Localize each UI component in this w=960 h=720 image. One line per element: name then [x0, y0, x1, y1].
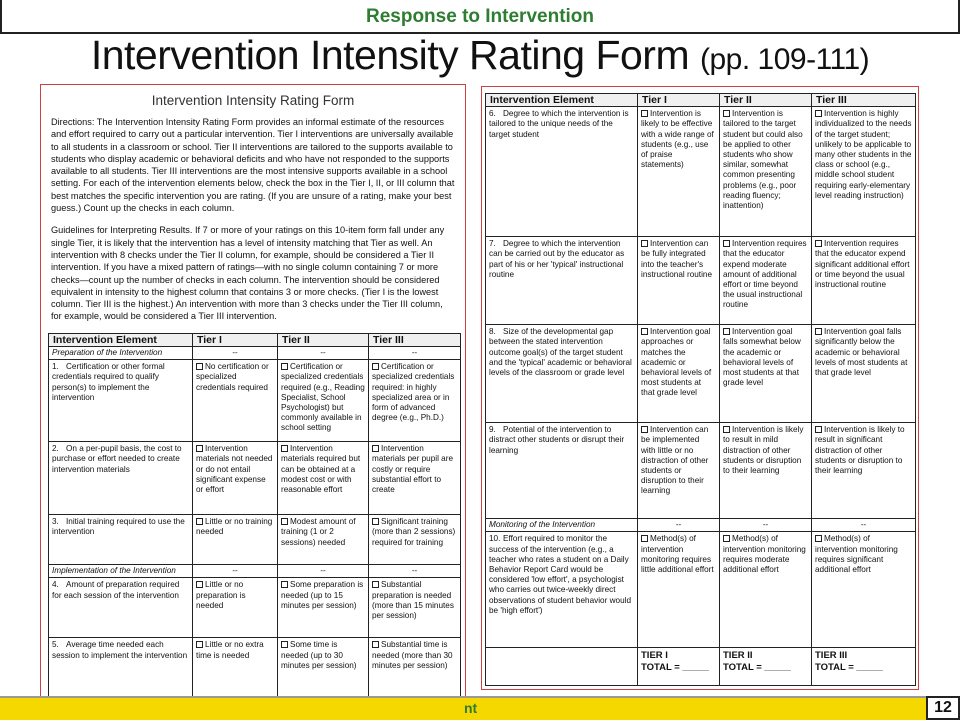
- banner-title: Response to Intervention: [365, 6, 595, 27]
- tier-3-cell: [369, 360, 461, 442]
- table-row: [486, 325, 916, 423]
- element-cell: [486, 237, 638, 325]
- tier-1-checkbox[interactable]: [641, 426, 648, 433]
- table-row: [486, 423, 916, 519]
- item-number: 7.: [489, 239, 496, 249]
- tier-3-checkbox[interactable]: [815, 426, 822, 433]
- option-text: Little or no training needed: [196, 517, 273, 537]
- tier-2-cell: [720, 325, 812, 423]
- rating-table-part-1: [48, 333, 461, 699]
- tier-1-checkbox[interactable]: [196, 581, 203, 588]
- table-row: [486, 107, 916, 237]
- element-cell: [49, 515, 193, 565]
- table-row: [49, 442, 461, 515]
- tier-2-cell: [720, 532, 812, 648]
- item-number: 2.: [52, 444, 59, 454]
- option-text: Method(s) of intervention monitoring requires little additional effort: [641, 534, 714, 575]
- dash-cell: --: [812, 519, 916, 532]
- table-header-row: [49, 333, 461, 346]
- top-banner: [0, 0, 960, 34]
- option-text: Little or no extra time is needed: [196, 640, 264, 660]
- item-number: 10.: [489, 534, 501, 544]
- table-header-row: [486, 94, 916, 107]
- section-row-monitoring: [486, 519, 916, 532]
- option-text: Intervention goal falls somewhat below the academic or behavioral levels of most students at that grade level: [723, 327, 801, 388]
- tier-3-cell: [369, 442, 461, 515]
- tier-1-checkbox[interactable]: [641, 240, 648, 247]
- section-row-preparation: [49, 346, 461, 359]
- tier-3-checkbox[interactable]: [815, 240, 822, 247]
- tier-2-checkbox[interactable]: [723, 110, 730, 117]
- tier-3-checkbox[interactable]: [372, 363, 379, 370]
- dash-cell: --: [638, 519, 720, 532]
- tier-2-total-field[interactable]: TOTAL = _____: [723, 662, 791, 674]
- tier-1-checkbox[interactable]: [641, 535, 648, 542]
- footer-text: nt: [464, 700, 478, 716]
- tier-1-checkbox[interactable]: [196, 445, 203, 452]
- option-text: Intervention is tailored to the target student but could also be applied to other students who show similar, somewhat common presenting problems (e.g., poor reading fluency; inattention): [723, 109, 803, 211]
- tier-2-checkbox[interactable]: [281, 581, 288, 588]
- tier-1-cell: [638, 325, 720, 423]
- header-tier-1: Tier I: [193, 333, 278, 346]
- form-title: Intervention Intensity Rating Form: [151, 93, 355, 108]
- option-text: Intervention requires that the educator expend significant additional effort or time beyond the usual instructional routine: [815, 239, 910, 290]
- element-cell: [49, 442, 193, 515]
- item-number: 9.: [489, 425, 496, 435]
- tier-3-checkbox[interactable]: [815, 328, 822, 335]
- element-cell: [486, 423, 638, 519]
- tier-1-cell: [193, 578, 278, 638]
- element-text: On a per-pupil basis, the cost to purchase or effort needed to create intervention materials: [52, 444, 182, 474]
- title-text: Intervention Intensity Rating Form: [90, 32, 690, 78]
- header-tier-1: Tier I: [638, 94, 720, 107]
- option-text: Intervention materials required but can be obtained at a modest cost or with reasonable effort: [281, 444, 361, 494]
- tier-1-cell: [193, 638, 278, 698]
- tier-1-cell: [638, 237, 720, 325]
- tier-3-total-field[interactable]: TOTAL = _____: [815, 662, 883, 674]
- element-text: Degree to which the intervention is tailored to the unique needs of the target student: [489, 109, 629, 139]
- tier-2-cell: [278, 638, 369, 698]
- form-page-1: [40, 84, 466, 720]
- tier-3-cell: [369, 515, 461, 565]
- tier-3-cell: [812, 423, 916, 519]
- option-text: Intervention is likely to result in mild distraction of other students or disruption to their learning: [723, 425, 804, 476]
- section-label: Preparation of the Intervention: [49, 346, 193, 359]
- element-text: Potential of the intervention to distract other students or disrupt their learning: [489, 425, 625, 455]
- item-number: 6.: [489, 109, 496, 119]
- option-text: Method(s) of intervention monitoring requires significant additional effort: [815, 534, 898, 575]
- tier-3-total-cell: [812, 648, 916, 686]
- header-element: Intervention Element: [49, 333, 193, 346]
- tier-1-total-field[interactable]: TOTAL = _____: [641, 662, 709, 674]
- tier-1-checkbox[interactable]: [641, 328, 648, 335]
- page-title: [0, 32, 960, 79]
- tier-3-cell: [812, 107, 916, 237]
- table-row: [49, 578, 461, 638]
- tier-1-checkbox[interactable]: [196, 363, 203, 370]
- tier-3-cell: [812, 325, 916, 423]
- item-number: 4.: [52, 580, 59, 590]
- tier-3-total-label: TIER III: [815, 650, 848, 662]
- tier-3-checkbox[interactable]: [372, 445, 379, 452]
- tier-1-cell: [638, 532, 720, 648]
- tier-1-checkbox[interactable]: [196, 641, 203, 648]
- header-tier-3: Tier III: [369, 333, 461, 346]
- tier-1-total-cell: [638, 648, 720, 686]
- tier-1-checkbox[interactable]: [641, 110, 648, 117]
- option-text: Substantial time is needed (more than 30 minutes per session): [372, 640, 453, 670]
- tier-3-checkbox[interactable]: [815, 110, 822, 117]
- element-cell: [486, 107, 638, 237]
- option-text: Intervention is highly individualized to the needs of the target student; unlikely to be applicable to many other students in the class or school (e.g., middle school student requiring early-elementary level reading instruction): [815, 109, 912, 200]
- tier-2-cell: [278, 360, 369, 442]
- option-text: Certification or specialized credentials required: in highly specialized area or in form of advanced degree (e.g., Ph.D.): [372, 362, 455, 423]
- directions-paragraph: Directions: The Intervention Intensity Rating Form provides an informal estimate of the resources and effort required to carry out a particular intervention. Tier I interventions are universally available to all students in a classroom or school. Tier II interventions are tailored to the supports available to students who display academic or behavioral deficits and who have not responded to the supports available to all students. Tier III interventions are the most intensive supports available in a school setting. For each of the intervention elements below, check the box in the Tier I, II, or III column that best matches the specific intervention you are rating. (If you are unsure of a rating, make your best guess.) Count up the checks in each column.: [51, 117, 455, 214]
- element-cell: [49, 360, 193, 442]
- tier-2-checkbox[interactable]: [281, 445, 288, 452]
- option-text: Intervention can be implemented with little or no distraction of other students or disruption to their learning: [641, 425, 709, 496]
- element-cell: [49, 638, 193, 698]
- option-text: Some preparation is needed (up to 15 minutes per session): [281, 580, 364, 610]
- element-cell: [486, 532, 638, 648]
- element-text: Initial training required to use the intervention: [52, 517, 185, 537]
- table-row: [486, 532, 916, 648]
- section-label: Implementation of the Intervention: [49, 565, 193, 578]
- tier-3-checkbox[interactable]: [815, 535, 822, 542]
- option-text: Substantial preparation is needed (more than 15 minutes per session): [372, 580, 454, 620]
- element-text: Degree to which the intervention can be carried out by the educator as part of his or her 'typical' instructional routine: [489, 239, 625, 279]
- option-text: Intervention can be fully integrated into the teacher's instructional routine: [641, 239, 712, 279]
- option-text: Some time is needed (up to 30 minutes per session): [281, 640, 357, 670]
- tier-2-total-cell: [720, 648, 812, 686]
- tier-2-checkbox[interactable]: [723, 328, 730, 335]
- page-number: 12: [926, 696, 960, 720]
- element-cell: [486, 325, 638, 423]
- tier-2-total-label: TIER II: [723, 650, 753, 662]
- tier-2-cell: [278, 515, 369, 565]
- footer-bar: [0, 696, 960, 720]
- option-text: Significant training (more than 2 sessions) required for training: [372, 517, 456, 547]
- item-number: 1.: [52, 362, 59, 372]
- tier-2-checkbox[interactable]: [281, 641, 288, 648]
- option-text: Method(s) of intervention monitoring requires moderate additional effort: [723, 534, 806, 575]
- tier-1-cell: [193, 515, 278, 565]
- option-text: Intervention is likely to result in significant distraction of other students or disruption to their learning: [815, 425, 905, 476]
- tier-2-cell: [720, 107, 812, 237]
- section-label: Monitoring of the Intervention: [486, 519, 638, 532]
- dash-cell: --: [369, 346, 461, 359]
- option-text: Intervention materials per pupil are costly or require substantial effort to create: [372, 444, 454, 494]
- option-text: Intervention materials not needed or do not entail significant expense or effort: [196, 444, 273, 494]
- dash-cell: --: [278, 565, 369, 578]
- element-text: Amount of preparation required for each session of the intervention: [52, 580, 180, 600]
- table-row: [49, 638, 461, 698]
- dash-cell: --: [278, 346, 369, 359]
- dash-cell: --: [193, 565, 278, 578]
- table-row: [49, 515, 461, 565]
- tier-2-checkbox[interactable]: [723, 535, 730, 542]
- tier-2-checkbox[interactable]: [723, 426, 730, 433]
- item-number: 3.: [52, 517, 59, 527]
- tier-1-cell: [638, 423, 720, 519]
- tier-1-total-label: TIER I: [641, 650, 668, 662]
- tier-2-cell: [278, 442, 369, 515]
- tier-1-checkbox[interactable]: [196, 518, 203, 525]
- dash-cell: --: [720, 519, 812, 532]
- tier-3-cell: [812, 237, 916, 325]
- tier-1-cell: [193, 360, 278, 442]
- totals-row: [486, 648, 916, 686]
- tier-3-cell: [369, 638, 461, 698]
- dash-cell: --: [369, 565, 461, 578]
- tier-3-cell: [369, 578, 461, 638]
- tier-3-cell: [812, 532, 916, 648]
- element-text: Average time needed each session to implement the intervention: [52, 640, 188, 660]
- tier-2-checkbox[interactable]: [723, 240, 730, 247]
- table-row: [486, 237, 916, 325]
- option-text: Certification or specialized credentials required (e.g., Reading Specialist, School Psychologist) but commonly available in school setting: [281, 362, 365, 433]
- header-tier-3: Tier III: [812, 94, 916, 107]
- tier-2-checkbox[interactable]: [281, 518, 288, 525]
- rating-table-part-2: [485, 93, 916, 686]
- header-element: Intervention Element: [486, 94, 638, 107]
- option-text: No certification or specialized credentials required: [196, 362, 269, 392]
- option-text: Intervention requires that the educator expend moderate amount of additional effort or time beyond the usual instructional routine: [723, 239, 807, 310]
- table-row: [49, 360, 461, 442]
- tier-2-cell: [720, 423, 812, 519]
- tier-1-cell: [193, 442, 278, 515]
- tier-2-cell: [278, 578, 369, 638]
- tier-3-checkbox[interactable]: [372, 581, 379, 588]
- element-text: Size of the developmental gap between the stated intervention outcome goal(s) of the target student and the 'typical' academic or behavioral levels of the classroom or grade level: [489, 327, 632, 378]
- totals-empty-cell: [486, 648, 638, 686]
- item-number: 5.: [52, 640, 59, 650]
- tier-1-cell: [638, 107, 720, 237]
- header-tier-2: Tier II: [278, 333, 369, 346]
- option-text: Modest amount of training (1 or 2 sessions) needed: [281, 517, 356, 547]
- element-cell: [49, 578, 193, 638]
- tier-3-checkbox[interactable]: [372, 518, 379, 525]
- title-pages: (pp. 109-111): [700, 43, 870, 76]
- dash-cell: --: [193, 346, 278, 359]
- tier-2-checkbox[interactable]: [281, 363, 288, 370]
- option-text: Little or no preparation is needed: [196, 580, 246, 610]
- option-text: Intervention is likely to be effective with a wide range of students (e.g., use of praise statements): [641, 109, 714, 170]
- option-text: Intervention goal falls significantly below the academic or behavioral levels of most students at that grade level: [815, 327, 908, 378]
- form-page-2: [481, 86, 919, 690]
- element-text: Certification or other formal credentials required to qualify person(s) to implement the intervention: [52, 362, 165, 402]
- item-number: 8.: [489, 327, 496, 337]
- section-row-implementation: [49, 565, 461, 578]
- option-text: Intervention goal approaches or matches the academic or behavioral levels of most students at that grade level: [641, 327, 712, 398]
- element-text: Effort required to monitor the success of the intervention (e.g., a teacher who rates a student on a Daily Behavior Report Card would be considered 'low effort', a psychologist who carries out twice-weekly direct observations of student behavior would be 'high effort'): [489, 534, 632, 615]
- guidelines-paragraph: Guidelines for Interpreting Results. If 7 or more of your ratings on this 10-item form fall under any single Tier, it is likely that the intervention has a level of intensity matching that Tier as well. An intervention with 8 checks under the Tier II column, for example, should be considered a Tier II intervention. If you have a mixed pattern of ratings—with no single column containing 7 or more checks—count up the number of checks in each column. The intervention should be considered equivalent in intensity to the highest column that contains 3 or more checks. (Tier I is the lowest column. Tier III is the highest.) An intervention with more than 3 checks under the Tier III column, for example, would be considered a Tier III intervention.: [51, 225, 445, 322]
- tier-3-checkbox[interactable]: [372, 641, 379, 648]
- tier-2-cell: [720, 237, 812, 325]
- header-tier-2: Tier II: [720, 94, 812, 107]
